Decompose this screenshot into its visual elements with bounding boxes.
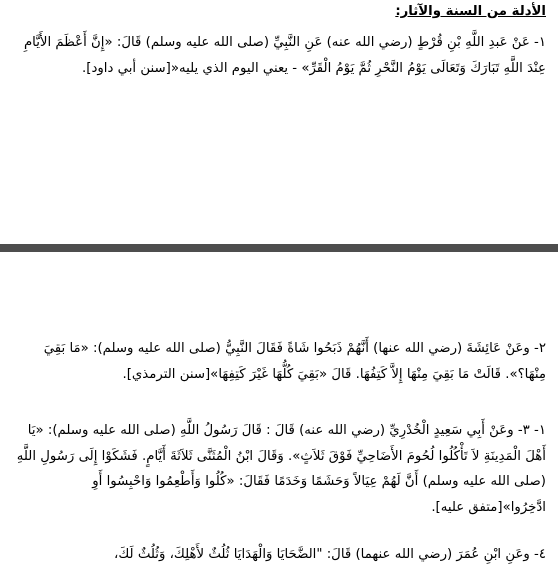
document-page-top [0, 0, 558, 244]
hadith-paragraph-4: ٤- وعَنِ ابْنِ عُمَرَ (رضي الله عنهما) قَالَ: "الضَّحَايَا وَالْهَدَايَا ثُلُثٌ لأَهْلِكَ، وَثُلُثٌ لَكَ، [114, 547, 546, 562]
hadith-paragraph-2: ٢- وعَنْ عَائِشَةَ (رضي الله عنها) أَنَّهُمْ ذَبَحُوا شَاةً فَقَالَ النَّبِيُّ (صلى الله عليه وسلم): «مَا بَقِيَ مِنْهَا؟». قَالَتْ مَا بَقِيَ مِنْهَا إِلاَّ كَتِفُهَا. قَالَ «بَقِيَ كُلُّهَا غَيْرَ كَتِفِهَا»[سنن الترمذي]. [43, 341, 546, 382]
page-separator [0, 244, 558, 252]
hadith-paragraph-3: ١- ٣- وعَنْ أَبِي سَعِيدٍ الْخُدْرِيِّ (رضي الله عنه) قَالَ : قَالَ رَسُولُ اللَّهِ (صلى الله عليه وسلم): «يَا أَهْلَ الْمَدِينَةِ لاَ تَأْكُلُوا لُحُومَ الأَضَاحِيِّ فَوْقَ ثَلاَثٍ». وَقَالَ ابْنُ الْمُثَنَّى ثَلاَثَةَ أَيَّامٍ. فَشَكَوْا إِلَى رَسُولِ اللَّهِ (صلى الله عليه وسلم) أَنَّ لَهُمْ عِيَالاً وَحَشَمًا وَخَدَمًا فَقَالَ: «كُلُوا وَأَطْعِمُوا وَاحْبِسُوا أَوِ ادَّخِرُوا»[متفق عليه]. [16, 423, 546, 515]
hadith-paragraph-1: ١- عَنْ عَبدِ اللَّهِ بْنِ قُرْطٍ (رضي الله عنه) عَنِ النَّبِيِّ (صلى الله عليه وسلم) قَالَ: «إِنَّ أَعْظَمَ الأَيَّامِ عِنْدَ اللَّهِ تَبَارَكَ وَتَعَالَى يَوْمُ النَّحْرِ ثُمَّ يَوْمُ الْقَرِّ» - يعني اليوم الذي يليه«[سنن أبي داود]. [23, 35, 546, 76]
section-title: الأدلة من السنة والآثار: [395, 4, 546, 19]
